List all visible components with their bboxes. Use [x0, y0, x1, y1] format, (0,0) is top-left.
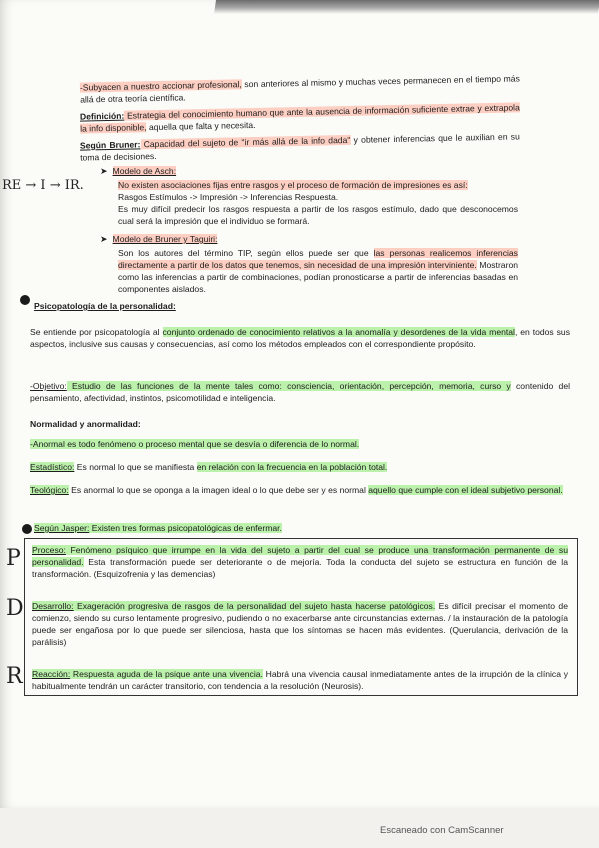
highlight-text: conjunto ordenado de conocimiento relativos a la anomalía y desordenes de la vida mental: [162, 327, 515, 337]
highlight-text: No existen asociaciones fijas entre rasgos y el proceso de formación de impresiones es así:: [118, 180, 468, 190]
label-objetivo: -Objetivo:: [30, 381, 67, 391]
arrow-bullet-icon: ➤: [100, 234, 113, 244]
heading-bruner-taguiri: [100, 233, 400, 245]
label-estadistico: Estadístico:: [30, 462, 75, 472]
body-text: Es normal lo que se manifiesta: [74, 462, 197, 472]
paragraph-objetivo: [30, 380, 570, 404]
paragraph-desarrollo: [32, 600, 568, 648]
label-bruner: Según Bruner:: [79, 139, 141, 151]
paragraph-proceso: [32, 544, 568, 580]
label-reaccion: Reacción:: [32, 669, 71, 679]
handwritten-note-reir: RE → I → IR.: [2, 178, 84, 193]
body-text: Rasgos Estímulos -> Impresión -> Inferencias Respuesta.: [118, 192, 339, 202]
handwritten-note-p: P: [6, 546, 21, 571]
body-text: Se entiende por psicopatología al: [30, 327, 163, 337]
highlight-text: es todo fenómeno o proceso mental que se desvía o diferencia de lo normal.: [64, 439, 360, 449]
body-text: son anteriores al mismo y muchas veces permanecen en el tiempo más allá de otra teoría científica.: [80, 73, 520, 105]
label-jasper: Según Jasper:: [34, 523, 90, 533]
paragraph-anormal: [30, 438, 570, 450]
paragraph-estadistico: [30, 461, 570, 473]
section-title-text: Psicopatología de la personalidad:: [34, 301, 176, 311]
scan-shadow: [214, 0, 599, 14]
body-text: Habrá una vivencia causal inmediatamente antes de la irrupción de la clínica y habitualmente tendrán un carácter transitorio, con tendencia a la resolución (Neurosis).: [32, 669, 569, 691]
body-text: Es muy difícil predecir los rasgos respuesta a partir de los rasgos estímulo, dado que desconocemos cual será la impresión que el individuo se formará.: [118, 204, 518, 226]
body-text: Es difícil precisar el momento de comienzo, siendo su curso lentamente progresivo, pudiendo o no exacerbarse ante circunstancias externas. / la instauración de la patología puede ser engañosa por lo que puede ser silenciosa, hasta que los síntomas se hacen más evidentes. (Querulancia, derivación de la parálisis): [32, 601, 568, 647]
highlight-text: Exageración progresiva de rasgos de la personalidad del sujeto hasta hacerse patológicos.: [73, 601, 436, 611]
label-proceso: Proceso:: [32, 545, 66, 555]
highlight-text: -Anormal: [30, 439, 65, 449]
label-definicion: Definición:: [79, 110, 125, 122]
label-teologico: Teológico:: [30, 485, 69, 495]
arrow-bullet-icon: ➤: [100, 166, 113, 176]
body-text: Esta transformación puede ser deteriorante o de mejoría. Toda la conducta del sujeto se estructura en función de la transformación. (Esquizofrenia y las demencias): [32, 557, 568, 579]
paragraph-reaccion: [32, 668, 568, 692]
highlight-text: Estrategia del conocimiento humano que ante la ausencia de información suficiente extrae y extrapola la info disponible,: [80, 102, 520, 134]
body-text: contenido del pensamiento, afectividad, instintos, psicomotilidad e inteligencia.: [30, 381, 571, 403]
body-text: Mostraron como las inferencias a partir de combinaciones, podían pronosticarse a partir de inferencias basadas en componentes aislados.: [118, 260, 519, 294]
body-text: Son los autores del término TIP, según ellos puede ser que: [118, 248, 374, 258]
paragraph-psicopatologia: [30, 326, 570, 350]
asch-title: Modelo de Asch:: [112, 166, 177, 176]
label-desarrollo: Desarrollo:: [32, 601, 74, 611]
highlight-text: Capacidad del sujeto de "ir más allá de la info dada": [140, 134, 351, 150]
highlight-text: Existen tres formas psicopatológicas de enfermar.: [89, 523, 282, 533]
paragraph-teologico: [30, 484, 570, 496]
handwritten-note-d: D: [6, 596, 24, 621]
highlight-text: Respuesta aguda de la psique ante una vivencia.: [70, 669, 263, 679]
paragraph-bruner-taguiri: [118, 247, 518, 295]
heading-asch: [100, 165, 400, 177]
body-text: aquella que falta y necesita.: [146, 119, 256, 133]
highlight-text: Estudio de las funciones de la mente tales como: consciencia, orientación, percepción, memoria, curso y: [66, 381, 511, 391]
body-text: Es anormal lo que se oponga a la imagen ideal o lo que debe ser y es normal: [68, 485, 369, 495]
highlight-text: Fenómeno psíquico que irrumpe en la vida del sujeto a partir del cual se produce una transformación permanente de su personalidad.: [32, 545, 568, 567]
heading-normalidad: Normalidad y anormalidad:: [30, 419, 141, 429]
highlight-text: aquello que cumple con el ideal subjetivo personal.: [368, 485, 563, 495]
body-text: , en todos sus aspectos, inclusive sus causas y consecuencias, así como los métodos empleados con el correspondiente propósito.: [30, 327, 570, 349]
paragraph-asch: [118, 179, 518, 227]
highlight-text: las personas realicemos inferencias directamente a partir de los datos que tenemos, sin necesidad de una impresión interviniente.: [118, 248, 518, 270]
scanner-watermark: Escaneado con CamScanner: [380, 825, 504, 836]
body-text: y obtener inferencias que le auxilian en su toma de decisiones.: [80, 131, 520, 163]
handwritten-note-r: R: [6, 664, 23, 689]
highlight-text: -Subyacen a nuestro accionar profesional,: [79, 79, 242, 93]
paragraph-jasper: [34, 522, 574, 534]
section-title-psicopatologia: [34, 300, 334, 312]
bruner-taguiri-title: Modelo de Bruner y Taguiri:: [112, 234, 218, 244]
bullet-dot: [20, 295, 30, 305]
bullet-dot: [22, 524, 32, 534]
highlight-text: en relación con la frecuencia en la población total.: [196, 462, 388, 472]
